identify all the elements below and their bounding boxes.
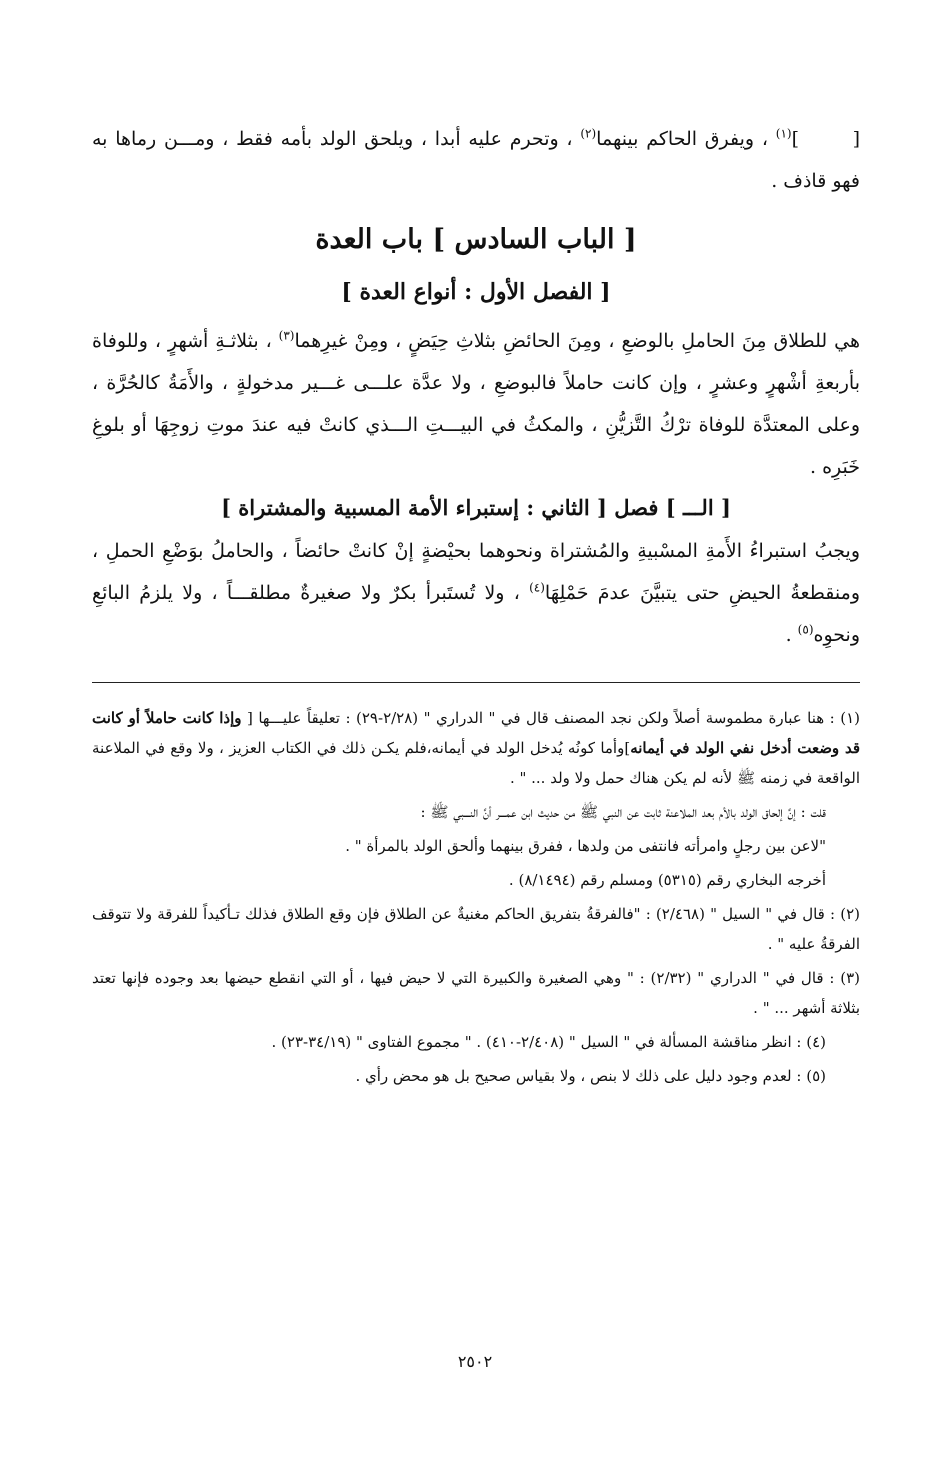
footnote-ref-4[interactable]: (٤) [529, 580, 545, 595]
page-body [92, 118, 860, 1095]
footnote-ref-1[interactable]: (١) [775, 126, 792, 141]
footnote-1-hadith: "لاعن بين رجلٍ وامرأته فانتفى من ولدها ، ففرق بينهما وألحق الولد بالمرأة " . [345, 837, 826, 855]
chapter-title: [ الباب السادس ] باب العدة [315, 224, 637, 255]
section-1-title: [ الفصل الأول : أنواع العدة ] [341, 279, 611, 305]
footnote-3: (٣) : قال في " الدراري " (٢/٣٢) : " وهي الصغيرة والكبيرة التي لا حيض فيها ، أو التي انقطع حيضها بعد وجوده فإنها تعتد بثلاثة أشهر ... " . [92, 969, 860, 1017]
bracket-close: ] [791, 128, 800, 150]
section-2-paragraph [92, 530, 860, 656]
footnote-1-text-a: (١) : هنا عبارة مطموسة أصلاً ولكن نجد المصنف قال في " الدراري " (٢/٢٨-٢٩) : تعليقاً عليـــها [ [241, 709, 860, 727]
footnote-5: (٥) : لعدم وجود دليل على ذلك لا بنص ، ولا بقياس صحيح بل هو محض رأي . [355, 1067, 826, 1085]
intro-text-b: ، وتحرم عليه أبدا ، ويلحق الولد بأمه فقط ، ومـــن رماها به فهو قاذف . [92, 128, 860, 192]
section-2-text-b: ، ولا تُستَبرأ بكرٌ ولا صغيرةٌ مطلقـــاً ، ولا يلزمُ البائعِ ونحوِه [92, 582, 860, 646]
section-1-text-b: ، بثلاثـةِ أشهرٍ ، وللوفاة بأربعةِ أشْهرٍ وعشرٍ ، وإن كانت حاملاً فالبوضعِ ، ولا عدَّة علـــى غـــير مدخولةٍ ، والأَمَةُ كالحُرَّة ، وعلى المعتدَّة للوفاة ترْكُ التَّزيُّنِ ، والمكثُ في البيـــتِ الـــذي كانتْ فيه عندَ موتِ زوجِهَا أو بلوغِ خَبَرِه . [92, 330, 860, 478]
footnote-4: (٤) : انظر مناقشة المسألة في " السيل " (٢/٤٠٨-٤١٠) . " مجموع الفتاوى " (٣٤/١٩-٢٣) . [271, 1033, 826, 1051]
section-2-title: [ الـــ ] فصل [ الثاني : إستبراء الأمة المسبية والمشتراة ] [221, 495, 731, 520]
intro-paragraph [92, 118, 860, 202]
footnote-1 [92, 703, 860, 793]
footnote-1-comment: قلت : إنَّ إلحاق الولد بالأم بعد الملاعنة ثابت عن النبي ﷺ من حديث ابن عمـــر أنَّ النـــبي ﷺ : [420, 803, 826, 821]
footnote-ref-3[interactable]: (٣) [278, 328, 295, 343]
footnote-1-text-b: ]وأما كونُه يُدخل الولد في أيمانه،فلم يكـن ذلك في الكتاب العزيز ، ولا وقع في الملاعنة الواقعة في زمنه ﷺ لأنه لم يكن هناك حمل ولا ولد ... " . [92, 739, 860, 787]
footnote-2: (٢) : قال في " السيل " (٢/٤٦٨) : "فالفرقةُ بتفريق الحاكم مغنيةٌ عن الطلاق فإن وقع الطلاق فذلك تـأكيداً للفرقة ولا تتوقف الفرقةُ عليه " . [92, 905, 860, 953]
footnote-divider [92, 682, 860, 683]
footnote-ref-5[interactable]: (٥) [797, 622, 814, 637]
intro-text-a: ، ويفرق الحاكم بينهما [596, 128, 776, 150]
page-number: ٢٥٠٢ [457, 1352, 493, 1371]
section-2-text-a: ويجبُ استبراءُ الأَمةِ المسْبيةِ والمُشتراة ونحوهما بحيْضةٍ إنْ كانتْ حائضاً ، والحاملُ بوَضْعِ الحملِ ، ومنقطعةُ الحيضِ حتى يتبيَّنَ عدمَ حَمْلِهَا [92, 540, 860, 604]
footnote-1-source: أخرجه البخاري رقم (٥٣١٥) ومسلم رقم (٨/١٤٩٤) . [508, 871, 826, 889]
section-2-text-c: . [785, 624, 798, 646]
bracket-open: [ [852, 128, 860, 150]
section-1-text-a: هي للطلاق مِنَ الحاملِ بالوضعِ ، ومِنَ الحائضِ بثلاثِ حِيَضٍ ، ومِنْ غيرِهما [294, 330, 861, 352]
footnote-ref-2[interactable]: (٢) [580, 126, 597, 141]
section-1-paragraph [92, 320, 860, 488]
footnote-1-bold-quote: وإذا كانت حاملاً أو كانت قد وضعت أدخل نفي الولد في أيمانه [92, 709, 860, 757]
footnotes [92, 703, 860, 1091]
